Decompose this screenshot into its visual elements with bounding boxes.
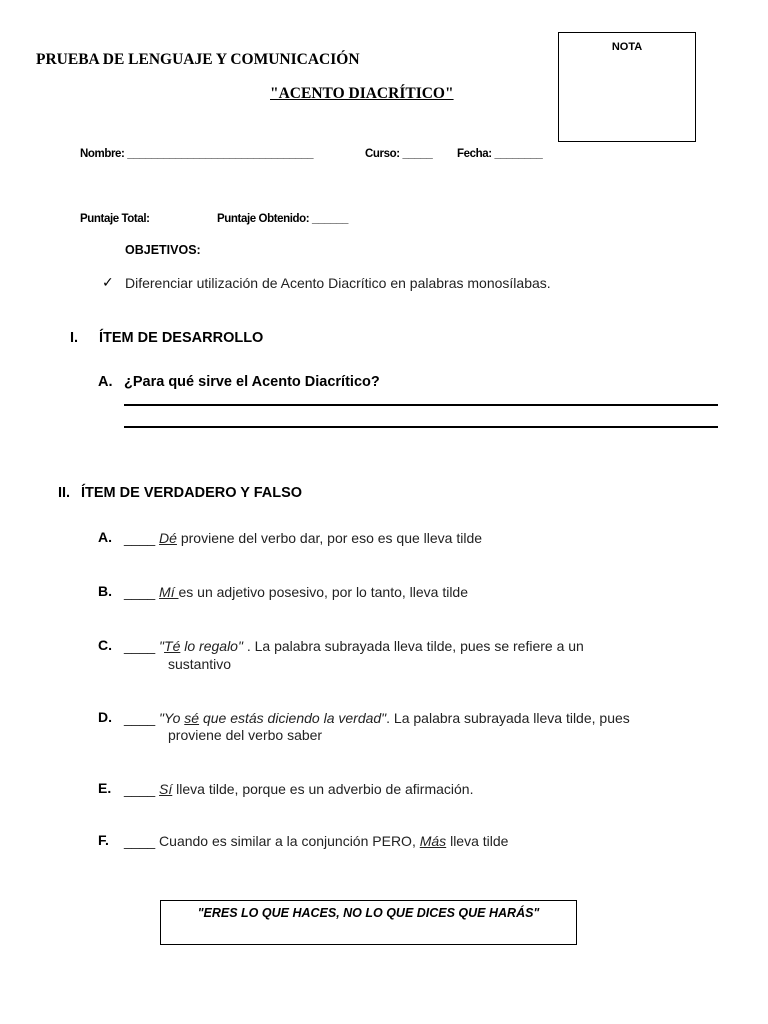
answer-blank: ____: [124, 584, 156, 600]
statement-text: es un adjetivo posesivo, por lo tanto, lleva tilde: [178, 584, 469, 600]
section-1-number: I.: [70, 330, 79, 346]
document-subtitle: "ACENTO DIACRÍTICO": [270, 85, 454, 102]
statement-text: lleva tilde: [446, 833, 509, 849]
section-1-title: ÍTEM DE DESARROLLO: [99, 330, 264, 346]
tf-item-f: [124, 832, 508, 850]
statement-text: lleva tilde, porque es un adverbio de afirmación.: [172, 781, 474, 797]
obtained-score-field: Puntaje Obtenido: ______: [217, 213, 348, 225]
highlighted-word: Dé: [159, 530, 177, 546]
section-2-number: II.: [58, 485, 71, 501]
quote-rest: lo regalo": [180, 638, 243, 654]
grade-label: NOTA: [611, 41, 643, 53]
item-letter: A.: [98, 529, 112, 545]
answer-blank: ____: [124, 710, 156, 726]
course-field: Curso: _____: [365, 148, 433, 160]
statement-text: proviene del verbo dar, por eso es que lleva tilde: [176, 530, 483, 546]
highlighted-word: sé: [184, 710, 200, 726]
objectives-label: OBJETIVOS:: [125, 243, 201, 257]
item-letter: D.: [98, 709, 112, 725]
item-letter: C.: [98, 637, 112, 653]
statement-text: . La palabra subrayada lleva tilde, pues: [386, 710, 630, 726]
highlighted-word: Mí: [159, 584, 179, 600]
question-text: ¿Para qué sirve el Acento Diacrítico?: [124, 374, 380, 390]
answer-line: [124, 404, 718, 406]
tf-item-e: [124, 780, 473, 798]
tf-item-c: [124, 637, 584, 655]
name-field: Nombre: _______________________________: [80, 148, 314, 160]
grade-box: [558, 32, 696, 142]
motto-box: [160, 900, 577, 945]
statement-continuation: sustantivo: [168, 656, 232, 672]
answer-line: [124, 426, 718, 428]
objective-item: Diferenciar utilización de Acento Diacrítico en palabras monosílabas.: [125, 275, 551, 291]
motto-text: "ERES LO QUE HACES, NO LO QUE DICES QUE HARÁS": [197, 906, 540, 920]
answer-blank: ____: [124, 530, 156, 546]
item-letter: F.: [98, 832, 109, 848]
answer-blank: ____: [124, 833, 156, 849]
total-score-label: Puntaje Total:: [80, 213, 150, 225]
quote-rest: que estás diciendo la verdad": [199, 710, 387, 726]
tf-item-a: [124, 529, 482, 547]
document-title: PRUEBA DE LENGUAJE Y COMUNICACIÓN: [36, 51, 360, 68]
section-2-title: ÍTEM DE VERDADERO Y FALSO: [81, 485, 303, 501]
statement-continuation: proviene del verbo saber: [168, 727, 323, 743]
highlighted-word: Sí: [159, 781, 173, 797]
date-field: Fecha: ________: [457, 148, 543, 160]
question-letter: A.: [98, 374, 113, 390]
checkmark-icon: ✓: [102, 274, 114, 290]
highlighted-word: Más: [419, 833, 447, 849]
item-letter: B.: [98, 583, 112, 599]
statement-text: . La palabra subrayada lleva tilde, pues se refiere a un: [242, 638, 584, 654]
highlighted-word: Té: [164, 638, 181, 654]
tf-item-b: [124, 583, 468, 601]
statement-text: Cuando es similar a la conjunción PERO,: [159, 833, 420, 849]
answer-blank: ____: [124, 781, 156, 797]
answer-blank: ____: [124, 638, 156, 654]
item-letter: E.: [98, 780, 112, 796]
tf-item-d: [124, 709, 630, 727]
quote-open: ": [159, 638, 165, 654]
quote-open: "Yo: [159, 710, 185, 726]
